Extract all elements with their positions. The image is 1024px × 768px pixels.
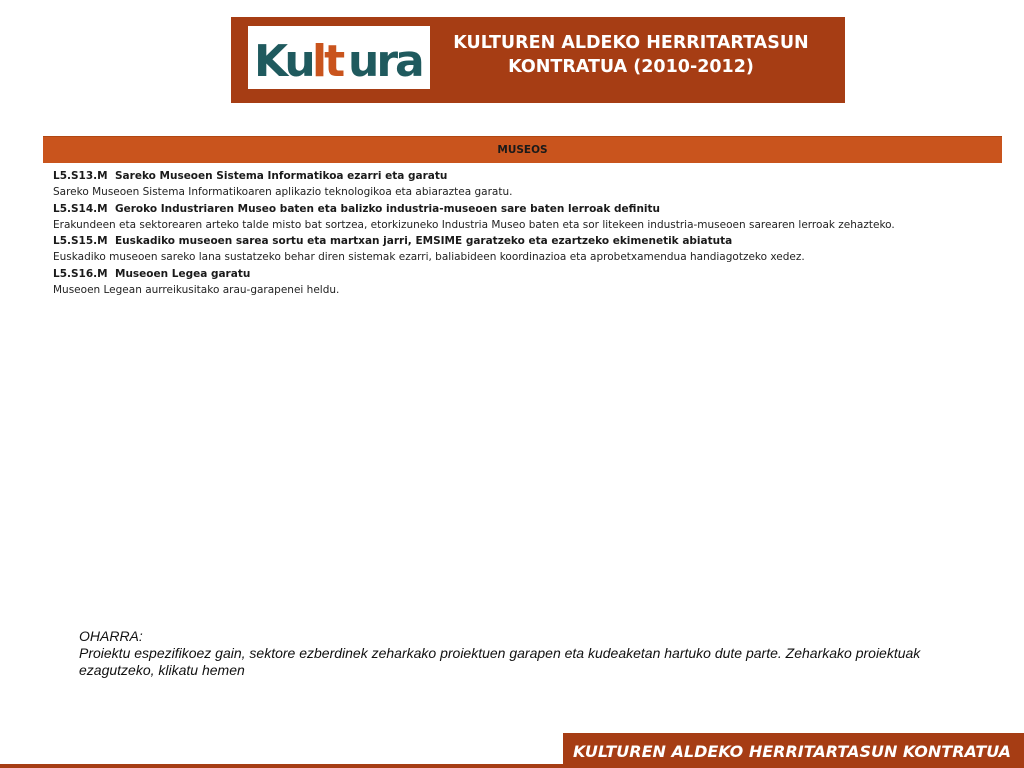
- item-code: L5.S15.M: [53, 235, 108, 248]
- item-title-row: [53, 233, 993, 249]
- svg-text:ura: ura: [348, 36, 422, 87]
- item-description: Erakundeen eta sektorearen arteko talde misto bat sortzea, etorkizuneko Industria Museo baten eta sor litekeen industria-museoen sarearen lerroak zehazteko.: [53, 218, 895, 231]
- page-title: [436, 31, 826, 79]
- item-title-row: [53, 266, 993, 282]
- note-heading: OHARRA:: [79, 628, 143, 644]
- item-code: L5.S14.M: [53, 202, 108, 215]
- item-title: Museoen Legea garatu: [115, 267, 251, 280]
- project-list: [53, 168, 993, 298]
- item-title: Sareko Museoen Sistema Informatikoa ezarri eta garatu: [115, 170, 448, 182]
- note-link[interactable]: klikatu hemen: [158, 662, 245, 678]
- item-title: Euskadiko museoen sarea sortu eta martxan jarri, EMSIME garatzeko eta ezartzeko ekimenetik abiatuta: [115, 235, 733, 248]
- section-header-bar: [43, 136, 1002, 163]
- item-description: Euskadiko museoen sareko lana sustatzeko behar diren sistemak ezarri, baliabideen koordinazioa eta aprobetxamendua handiagotzeko xedez.: [53, 251, 805, 264]
- footer-banner: [563, 733, 1024, 768]
- note-body: [79, 645, 949, 679]
- item-title-row: [53, 201, 993, 217]
- page-title-line1: KULTUREN ALDEKO HERRITARTASUN: [453, 33, 809, 53]
- footer-label: KULTUREN ALDEKO HERRITARTASUN KONTRATUA: [573, 742, 1011, 761]
- item-title-row: [53, 168, 993, 184]
- svg-text:lt: lt: [312, 36, 343, 87]
- item-description: Sareko Museoen Sistema Informatikoaren aplikazio teknologikoa eta abiaraztea garatu.: [53, 186, 513, 199]
- header-banner: [231, 17, 845, 103]
- svg-text:Ku: Ku: [254, 36, 313, 87]
- note-text: Proiektu espezifikoez gain, sektore ezberdinek zeharkako proiektuen garapen eta kudeaketan hartuko dute parte. Zeharkako proiektuak ezagutzeko,: [79, 645, 921, 678]
- kultura-logo-graphic: [248, 26, 430, 89]
- page-title-line2: KONTRATUA (2010-2012): [508, 57, 754, 77]
- note-block: [79, 628, 949, 679]
- item-code: L5.S16.M: [53, 267, 108, 280]
- item-title: Geroko Industriaren Museo baten eta balizko industria-museoen sare baten lerroak definitu: [115, 202, 661, 215]
- section-label: MUSEOS: [497, 144, 548, 156]
- item-description: Museoen Legean aurreikusitako arau-garapenei heldu.: [53, 284, 340, 297]
- item-code: L5.S13.M: [53, 170, 108, 182]
- kultura-logo: [248, 26, 430, 89]
